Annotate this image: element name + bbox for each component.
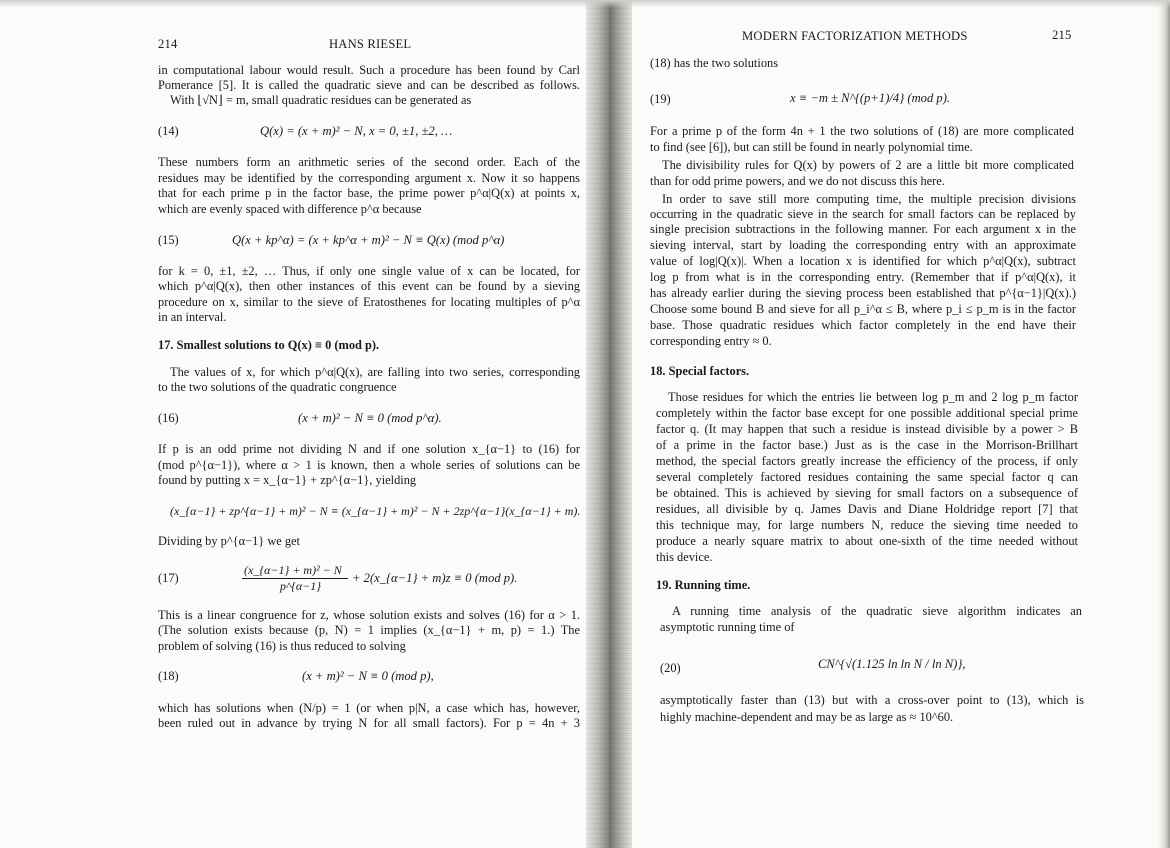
text-line: found by putting x = x_{α−1} + zp^{α−1}, yielding xyxy=(158,473,417,487)
text-line: in an interval. xyxy=(158,310,227,324)
page-number: 214 xyxy=(158,37,178,51)
page-edge-shadow xyxy=(1158,0,1170,848)
text-line: completely within the factor base except for one possible additional special prime xyxy=(656,406,1078,420)
text-line: factor q. (It may happen that such a residue is instead divisible by a power > B xyxy=(656,422,1078,436)
page-number: 215 xyxy=(1052,28,1072,42)
text-line: This is a linear congruence for z, whose solution exists and solves (16) for α > 1. xyxy=(158,608,580,622)
section-heading-19: 19. Running time. xyxy=(656,578,751,592)
section-heading-17: 17. Smallest solutions to Q(x) ≡ 0 (mod p). xyxy=(158,338,380,352)
text-line: Those residues for which the entries lie between log p_m and 2 log p_m factor xyxy=(668,390,1078,404)
text-line: asymptotic running time of xyxy=(660,620,795,634)
text-line: The divisibility rules for Q(x) by powers of 2 are a little bit more complicated xyxy=(662,158,1074,172)
equation-19: x ≡ −m ± N^{(p+1)/4} (mod p). xyxy=(790,91,951,105)
text-line: base. Those quadratic residues which factor completely in the end have their xyxy=(650,318,1076,332)
text-line: which p^α|Q(x), then other instances of this event can be found by a sieving xyxy=(158,279,580,293)
text-line: These numbers form an arithmetic series of the second order. Each of the xyxy=(158,155,580,169)
text-line: which are evenly spaced with difference p^α because xyxy=(158,202,422,216)
text-line: this technique may, for large numbers N, reduce the sieving time needed to xyxy=(656,518,1078,532)
equation-number-15: (15) xyxy=(158,233,179,247)
text-line: log p from what is in the corresponding entry. (Remember that if p^α|Q(x), it xyxy=(650,270,1076,284)
text-line: produce a nearly square matrix to about one-sixth of the time needed without xyxy=(656,534,1078,548)
equation-15: Q(x + kp^α) = (x + kp^α + m)² − N ≡ Q(x) (mod p^α) xyxy=(232,233,505,247)
text-line: asymptotically faster than (13) but with a cross-over point to (13), which is xyxy=(660,693,1084,707)
text-line: The values of x, for which p^α|Q(x), are falling into two series, corresponding xyxy=(170,365,580,379)
text-line: than for odd prime powers, and we do not discuss this here. xyxy=(650,174,945,188)
text-line: A running time analysis of the quadratic sieve algorithm indicates an xyxy=(672,604,1082,618)
equation-number-20: (20) xyxy=(660,661,681,675)
text-line: method, the special factors greatly increase the efficiency of the process, if only xyxy=(656,454,1078,468)
equation-14: Q(x) = (x + m)² − N, x = 0, ±1, ±2, … xyxy=(260,124,453,138)
book-gutter xyxy=(586,0,632,848)
text-line: several completely factored residues containing the same special factor q can xyxy=(656,470,1078,484)
equation-unnumbered: (x_{α−1} + zp^{α−1} + m)² − N ≡ (x_{α−1} + m)² − N + 2zp^{α−1}(x_{α−1} + m). xyxy=(170,504,581,518)
text-line: has already earlier during the sieving process been established that p^{α−1}|Q(x).) xyxy=(650,286,1076,300)
right-page xyxy=(622,0,1170,848)
text-line: (mod p^{α−1}), where α > 1 is known, then a whole series of solutions can be xyxy=(158,458,580,472)
text-line: procedure on x, similar to the sieve of Eratosthenes for locating multiples of p^α xyxy=(158,295,580,309)
text-line: (18) has the two solutions xyxy=(650,56,779,70)
text-line: (The solution exists because (p, N) = 1 implies (x_{α−1} + m, p) = 1.) The xyxy=(158,623,580,637)
text-line: which has solutions when (N/p) = 1 (or when p|N, a case which has, however, xyxy=(158,701,580,715)
text-line: residues, all divisible by q. James Davis and Diane Holdridge report [7] that xyxy=(656,502,1078,516)
text-line: corresponding entry ≈ 0. xyxy=(650,334,772,348)
equation-16: (x + m)² − N ≡ 0 (mod p^α). xyxy=(298,411,442,425)
equation-number-18: (18) xyxy=(158,669,179,683)
text-line: Choose some bound B and sieve for all p_i^α ≤ B, where p_i ≤ p_m is in the factor xyxy=(650,302,1076,316)
running-head: MODERN FACTORIZATION METHODS xyxy=(742,29,968,43)
text-line: Pomerance [5]. It is called the quadratic sieve and can be described as follows. xyxy=(158,78,580,92)
text-line: highly machine-dependent and may be as large as ≈ 10^60. xyxy=(660,710,954,724)
text-line: occurring in the quadratic sieve in the search for small factors can be replaced by xyxy=(650,207,1076,221)
text-line: residues may be identified by the corresponding argument x. Now it so happens xyxy=(158,171,580,185)
text-line: Dividing by p^{α−1} we get xyxy=(158,534,301,548)
text-line: With ⌊√N⌋ = m, small quadratic residues can be generated as xyxy=(170,93,472,107)
equation-18: (x + m)² − N ≡ 0 (mod p), xyxy=(302,669,434,683)
text-line: be obtained. This is achieved by sieving for small factors on a subsequence of xyxy=(656,486,1078,500)
text-line: If p is an odd prime not dividing N and if one solution x_{α−1} to (16) for xyxy=(158,442,580,456)
section-heading-18: 18. Special factors. xyxy=(650,364,750,378)
running-head: HANS RIESEL xyxy=(329,37,412,51)
text-line: of a prime in the factor base.) Just as is the case in the Morrison-Brillhart xyxy=(656,438,1078,452)
equation-17-numerator: (x_{α−1} + m)² − N xyxy=(244,563,342,577)
equation-17-denominator: p^{α−1} xyxy=(280,579,322,593)
equation-number-16: (16) xyxy=(158,411,179,425)
text-line: for k = 0, ±1, ±2, … Thus, if only one single value of x can be located, for xyxy=(158,264,580,278)
top-edge-shadow xyxy=(0,0,1170,8)
text-line: been ruled out in advance by trying N for all small factors). For p = 4n + 3 xyxy=(158,716,580,730)
equation-number-14: (14) xyxy=(158,124,179,138)
text-line: For a prime p of the form 4n + 1 the two solutions of (18) are more complicated xyxy=(650,124,1074,138)
text-line: this device. xyxy=(656,550,713,564)
equation-17-rest: + 2(x_{α−1} + m)z ≡ 0 (mod p). xyxy=(352,571,518,585)
equation-number-17: (17) xyxy=(158,571,179,585)
equation-20: CN^{√(1.125 ln ln N / ln N)}, xyxy=(818,657,966,671)
text-line: problem of solving (16) is thus reduced to solving xyxy=(158,639,406,653)
text-line: single precision subtractions in the following manner. For each argument x in the xyxy=(650,222,1076,236)
text-line: to find (see [6]), but can still be found in nearly polynomial time. xyxy=(650,140,973,154)
text-line: sieving interval, start by loading the corresponding entry with an approximate xyxy=(650,238,1076,252)
text-line: to the two solutions of the quadratic congruence xyxy=(158,380,397,394)
equation-number-19: (19) xyxy=(650,92,671,106)
text-line: In order to save still more computing time, the multiple precision divisions xyxy=(662,192,1076,206)
text-line: value of log|Q(x)|. When a location x is identified for which p^α|Q(x), subtract xyxy=(650,254,1076,268)
text-line: in computational labour would result. Such a procedure has been found by Carl xyxy=(158,63,580,77)
text-line: that for each prime p in the factor base, the prime power p^α|Q(x) at points x, xyxy=(158,186,580,200)
